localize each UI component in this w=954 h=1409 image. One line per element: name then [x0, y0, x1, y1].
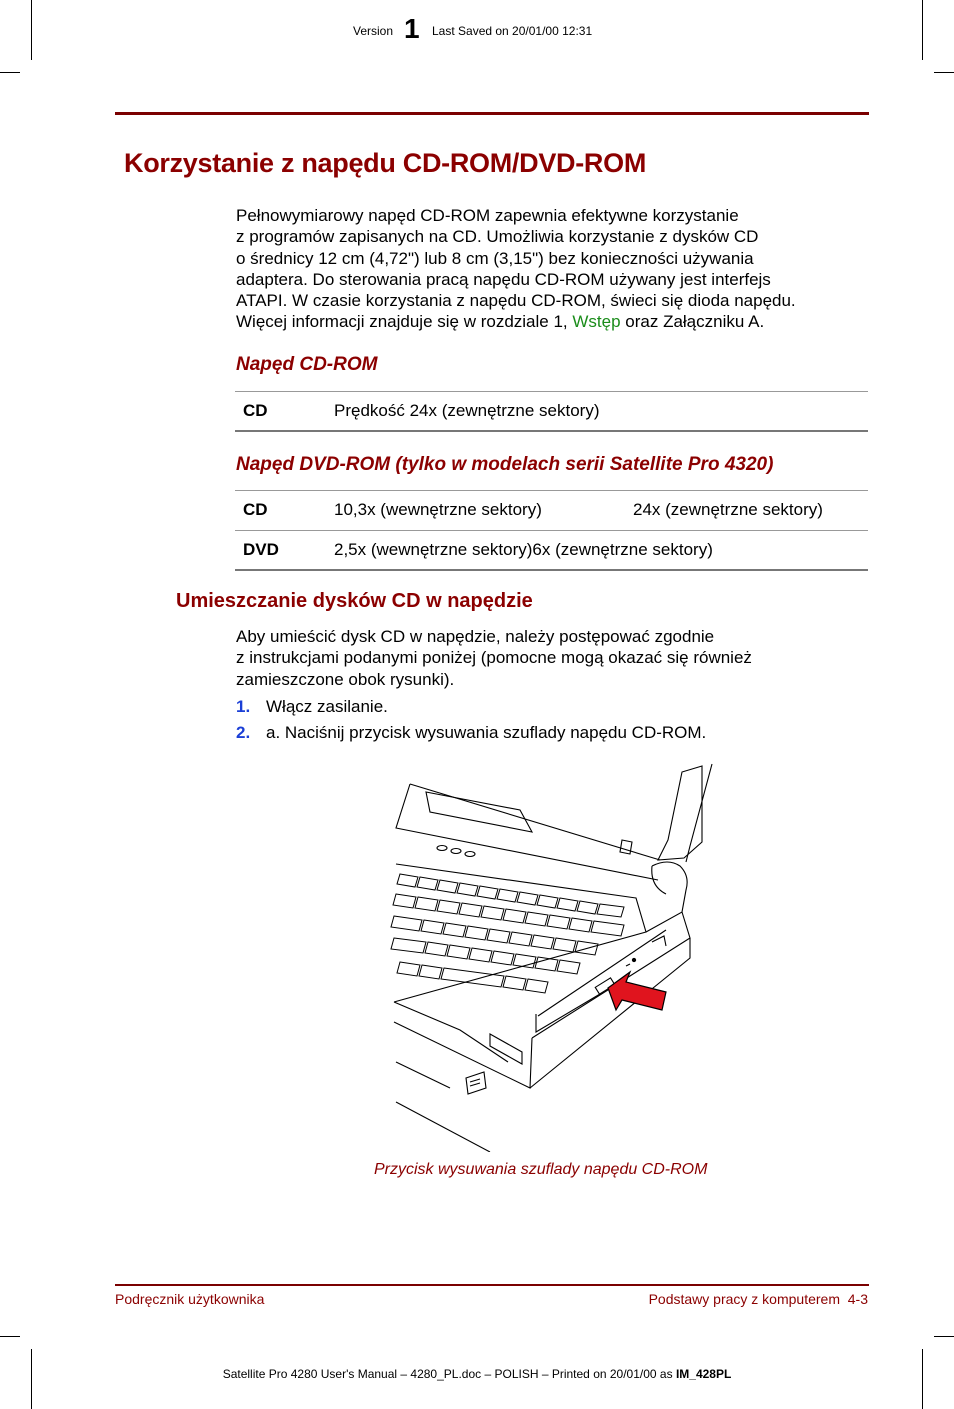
intro-text: oraz Załączniku A. [620, 312, 765, 332]
intro-paragraph [236, 205, 876, 333]
intro-line: o średnicy 12 cm (4,72") lub 8 cm (3,15") bez konieczności używania [236, 248, 754, 268]
placing-heading: Umieszczanie dysków CD w napędzie [176, 590, 533, 612]
print-line [0, 1367, 954, 1381]
intro-line: Pełnowymiarowy napęd CD-ROM zapewnia efektywne korzystanie [236, 206, 739, 225]
version-label: Version [353, 24, 394, 38]
placing-line: Aby umieścić dysk CD w napędzie, należy postępować zgodnie [236, 627, 715, 646]
wstep-link[interactable]: Wstęp [572, 312, 621, 332]
crop-mark [0, 72, 20, 73]
section-title: Korzystanie z napędu CD-ROM/DVD-ROM [124, 148, 647, 178]
crop-mark [922, 0, 923, 60]
table-row-label: CD [243, 500, 268, 519]
intro-text: Więcej informacji znajduje się w rozdziale 1, [236, 312, 573, 332]
crop-mark [934, 1336, 954, 1337]
dvdrom-table-title: Napęd DVD-ROM (tylko w modelach serii Satellite Pro 4320) [236, 454, 774, 475]
bottom-rule [115, 1284, 869, 1286]
table-rule [235, 530, 868, 531]
footer-left: Podręcznik użytkownika [115, 1291, 265, 1307]
footer-right: Podstawy pracy z komputerem 4-3 [648, 1291, 868, 1307]
table-row-label: CD [243, 401, 268, 420]
last-saved: Last Saved on 20/01/00 12:31 [432, 24, 593, 38]
table-row-label: DVD [243, 540, 279, 559]
laptop-illustration [390, 762, 730, 1152]
version-number: 1 [404, 13, 420, 44]
table-cell: 2,5x (wewnętrzne sektory)6x (zewnętrzne sektory) [334, 540, 713, 559]
placing-line: z instrukcjami podanymi poniżej (pomocne mogą okazać się również [236, 648, 752, 668]
placing-paragraph [236, 626, 876, 690]
intro-line [236, 311, 876, 332]
crop-mark [0, 1336, 20, 1337]
table-cell: Prędkość 24x (zewnętrzne sektory) [334, 401, 600, 420]
crop-mark [31, 0, 32, 60]
table-rule [235, 430, 868, 432]
placing-line: zamieszczone obok rysunki). [236, 669, 455, 689]
crop-mark [934, 72, 954, 73]
intro-line: z programów zapisanych na CD. Umożliwia korzystanie z dysków CD [236, 227, 759, 247]
intro-line: ATAPI. W czasie korzystania z napędu CD-ROM, świeci się dioda napędu. [236, 291, 796, 311]
table-rule [235, 490, 868, 491]
print-line-code: IM_428PL [675, 1367, 732, 1381]
table-cell: 24x (zewnętrzne sektory) [633, 500, 823, 519]
cdrom-table-title: Napęd CD-ROM [236, 354, 378, 375]
table-rule [235, 569, 868, 571]
table-rule [235, 391, 868, 392]
figure-caption: Przycisk wysuwania szuflady napędu CD-ROM [374, 1161, 708, 1178]
table-cell: 10,3x (wewnętrzne sektory) [334, 500, 542, 519]
step-text: Włącz zasilanie. [266, 697, 388, 716]
step-number: 1. [236, 697, 251, 716]
top-rule [115, 112, 869, 115]
intro-line: adaptera. Do sterowania pracą napędu CD-ROM używany jest interfejs [236, 269, 771, 289]
step-number: 2. [236, 723, 251, 742]
print-line-text: Satellite Pro 4280 User's Manual – 4280_PL.doc – POLISH – Printed on 20/01/00 as [222, 1367, 676, 1381]
step-text: a. Naciśnij przycisk wysuwania szuflady napędu CD-ROM. [266, 723, 707, 742]
